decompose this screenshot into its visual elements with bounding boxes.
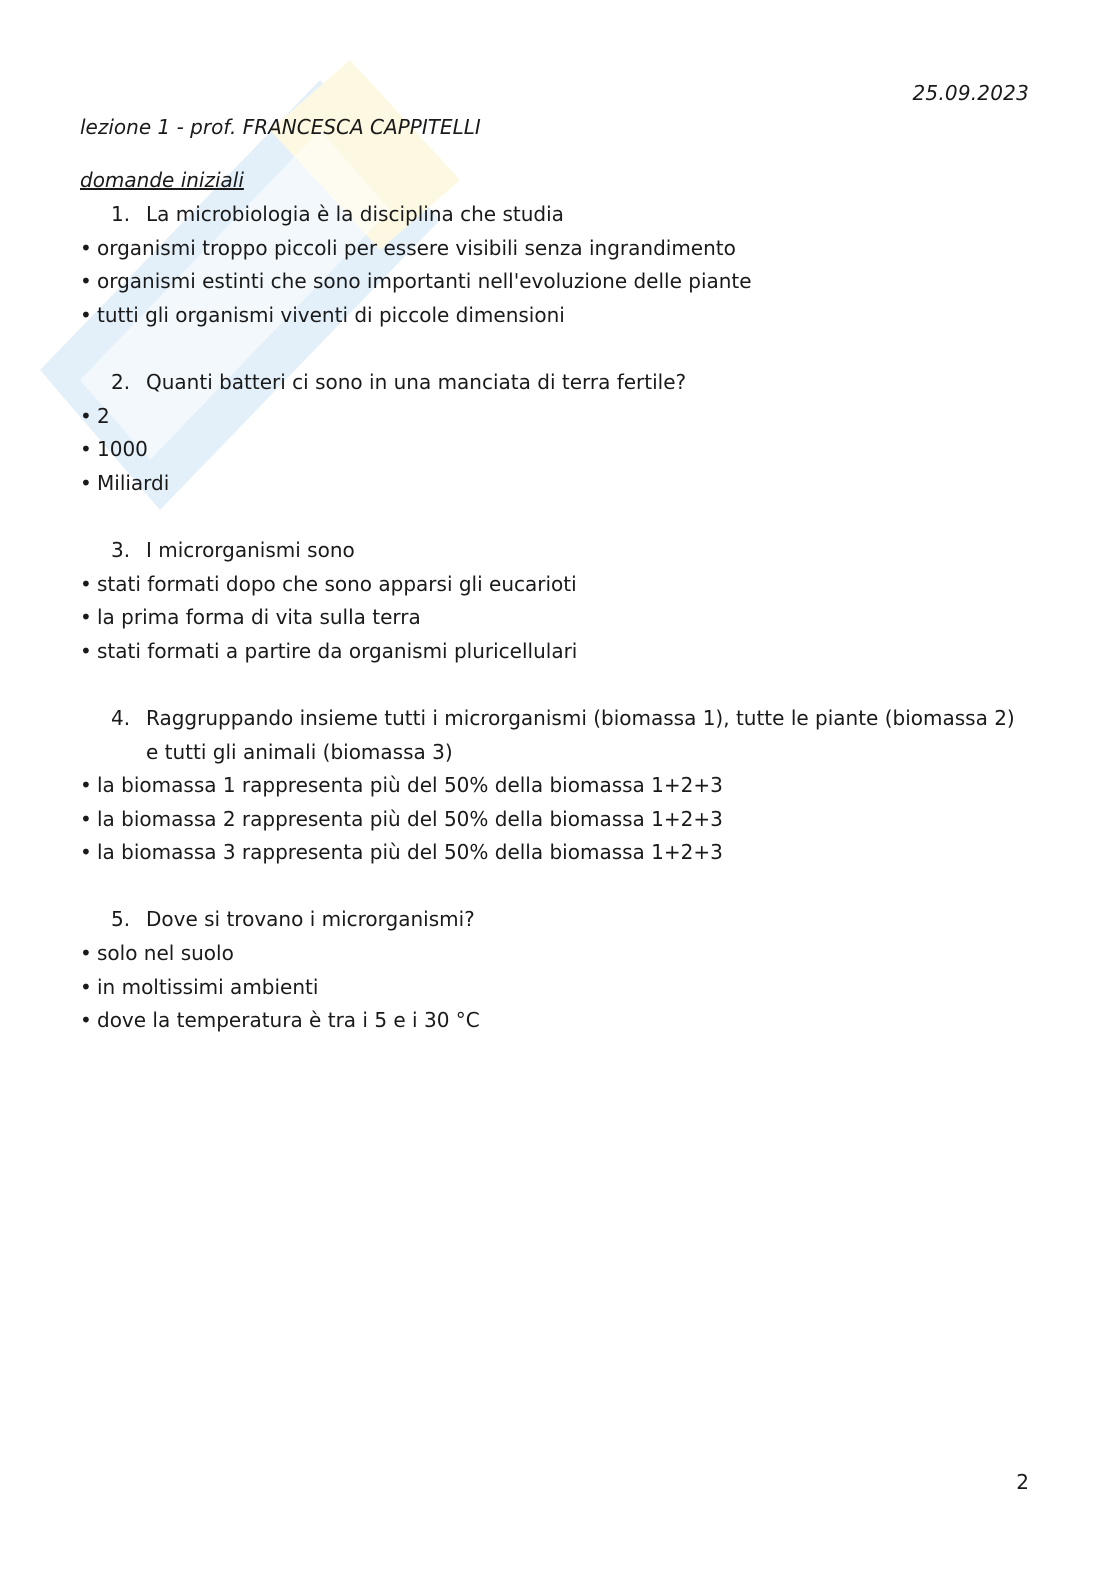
option-text: stati formati dopo che sono apparsi gli eucarioti <box>97 571 577 596</box>
question-number: 3. <box>111 537 131 562</box>
lecture-heading: lezione 1 - prof. FRANCESCA CAPPITELLI <box>80 115 481 139</box>
option-item <box>80 265 1030 299</box>
question-text: Quanti batteri ci sono in una manciata di terra fertile? <box>146 369 687 394</box>
question-2 <box>80 366 1030 400</box>
option-item <box>80 971 1030 1005</box>
question-text: I microrganismi sono <box>146 537 355 562</box>
option-item <box>80 400 1030 434</box>
option-text: 2 <box>97 403 110 428</box>
bullet-icon: • <box>80 1008 92 1033</box>
question-text: Raggruppando insieme tutti i microrganismi (biomassa 1), tutte le piante (biomassa 2) e tutti gli animali (biomassa 3) <box>146 705 1015 764</box>
option-text: stati formati a partire da organismi pluricellulari <box>97 638 578 663</box>
question-4 <box>80 702 1030 769</box>
bullet-icon: • <box>80 269 92 294</box>
option-text: in moltissimi ambienti <box>97 974 319 999</box>
option-text: Miliardi <box>97 470 170 495</box>
bullet-icon: • <box>80 974 92 999</box>
option-item <box>80 836 1030 870</box>
option-text: la prima forma di vita sulla terra <box>97 605 421 630</box>
option-text: organismi estinti che sono importanti nell'evoluzione delle piante <box>97 269 752 294</box>
bullet-icon: • <box>80 571 92 596</box>
question-text: La microbiologia è la disciplina che studia <box>146 202 564 226</box>
question-1 <box>80 198 1030 232</box>
question-number: 5. <box>111 907 131 932</box>
bullet-icon: • <box>80 806 92 831</box>
option-item <box>80 467 1030 501</box>
question-number: 4. <box>111 705 131 730</box>
bullet-icon: • <box>80 773 92 798</box>
question-text: Dove si trovano i microrganismi? <box>146 907 475 932</box>
option-item <box>80 601 1030 635</box>
option-item <box>80 299 1030 333</box>
option-item <box>80 635 1030 669</box>
section-title: domande iniziali <box>80 168 244 192</box>
bullet-icon: • <box>80 437 92 462</box>
option-text: la biomassa 1 rappresenta più del 50% della biomassa 1+2+3 <box>97 773 723 798</box>
bullet-icon: • <box>80 470 92 495</box>
option-text: tutti gli organismi viventi di piccole dimensioni <box>97 302 565 327</box>
question-number: 2. <box>111 369 131 394</box>
bullet-icon: • <box>80 638 92 663</box>
bullet-icon: • <box>80 235 92 260</box>
option-item <box>80 232 1030 266</box>
question-5 <box>80 903 1030 937</box>
option-item <box>80 803 1030 837</box>
option-text: la biomassa 3 rappresenta più del 50% della biomassa 1+2+3 <box>97 840 723 865</box>
option-text: 1000 <box>97 437 148 462</box>
option-item <box>80 769 1030 803</box>
bullet-icon: • <box>80 302 92 327</box>
option-item <box>80 1004 1030 1038</box>
question-3 <box>80 534 1030 568</box>
option-text: organismi troppo piccoli per essere visibili senza ingrandimento <box>97 235 736 260</box>
option-text: la biomassa 2 rappresenta più del 50% della biomassa 1+2+3 <box>97 806 723 831</box>
option-item <box>80 568 1030 602</box>
option-text: solo nel suolo <box>97 941 234 966</box>
option-text: dove la temperatura è tra i 5 e i 30 °C <box>97 1008 480 1033</box>
option-item <box>80 433 1030 467</box>
bullet-icon: • <box>80 605 92 630</box>
bullet-icon: • <box>80 840 92 865</box>
document-date: 25.09.2023 <box>912 81 1029 105</box>
bullet-icon: • <box>80 941 92 966</box>
question-list <box>80 198 1030 1038</box>
bullet-icon: • <box>80 403 92 428</box>
question-number: 1. <box>111 202 131 226</box>
option-item <box>80 937 1030 971</box>
page-number: 2 <box>1016 1470 1029 1494</box>
